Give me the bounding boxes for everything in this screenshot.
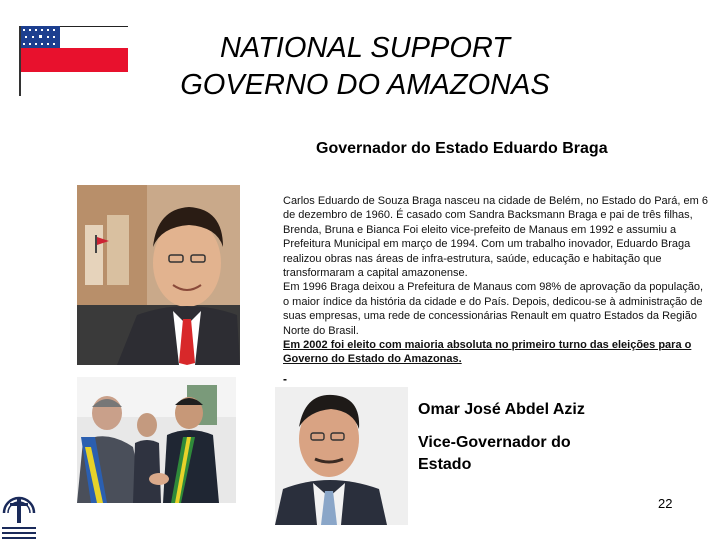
governor-biography [283,194,711,367]
bio-paragraph-2: Em 1996 Braga deixou a Prefeitura de Manaus com 98% de aprovação da população, o maior índice da história da cidade e do País. Depois, dedicou-se à administração de suas empresas, uma rede de concessionárias Renault em quatro Estados da Região Norte do Brasil. [283,281,704,337]
vice-governor-photo [275,387,408,525]
governor-photo [77,185,240,365]
title-line-1: NATIONAL SUPPORT [219,32,511,64]
bio-paragraph-1: Carlos Eduardo de Souza Braga nasceu na cidade de Belém, no Estado do Pará, em 6 de dezembro de 1960. É casado com Sandra Backsmann Braga e pai de três filhas, Brenda, Bruna e Bianca Foi eleito vice-prefeito de Manaus em 1992 e assumiu a Prefeitura Municipal em março de 1994. Com um trabalho inovador, Eduardo Braga realizou obras nas áreas de infra-estrutura, saúde, educação e habitação que transformaram a capital amazonense. [283,195,708,280]
meeting-photo [77,377,236,503]
page-number: 22 [658,496,673,511]
title-line-2: GOVERNO DO AMAZONAS [180,69,550,101]
vice-governor-role: Vice-Governador do Estado [418,434,571,473]
organization-logo-icon [0,491,38,540]
page-title [130,30,600,104]
vice-governor-name: Omar José Abdel Aziz [418,401,585,418]
governor-heading: Governador do Estado Eduardo Braga [316,140,608,157]
bio-paragraph-3: Em 2002 foi eleito com maioria absoluta no primeiro turno das eleições para o Governo do Estado do Amazonas. [283,339,692,366]
bio-dash: - [283,372,287,386]
amazonas-flag-icon [20,26,128,96]
